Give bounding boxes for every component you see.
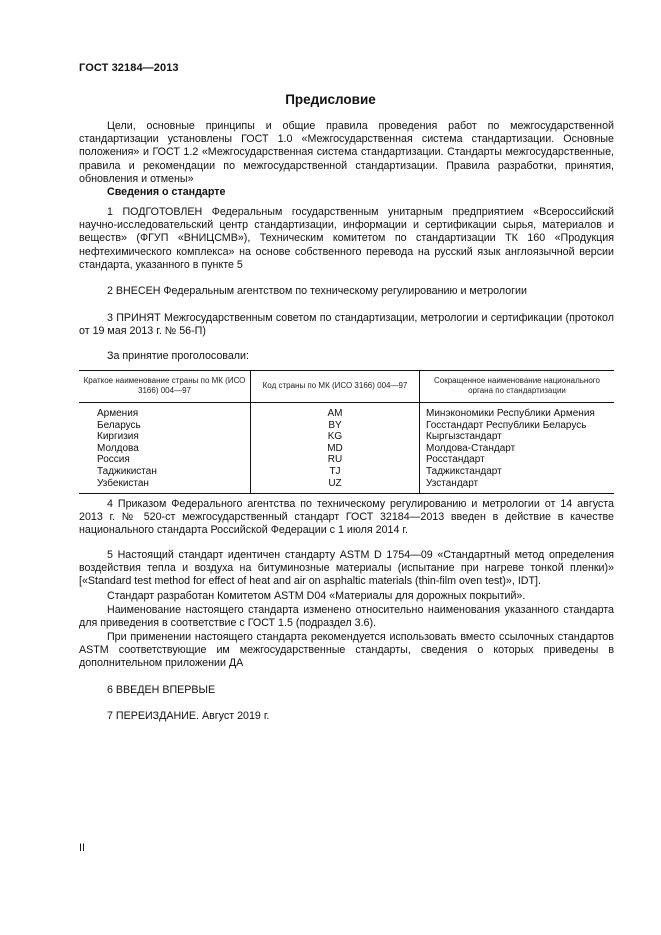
national-body: Узстандарт: [426, 477, 479, 489]
country-name: Молдова: [97, 442, 139, 454]
page-title: Предисловие: [285, 92, 376, 107]
header-country-name: Краткое наименование страны по МК (ИСО 3166) 004—97: [79, 371, 251, 403]
country-code: AM: [327, 408, 343, 419]
national-body: Кыргызстандарт: [426, 431, 502, 443]
national-body: Росстандарт: [426, 454, 485, 466]
country-name: Россия: [97, 454, 130, 466]
item-5-name-change-paragraph: Наименование настоящего стандарта изменено относительно наименования указанного стандарта для приведения в соответствие с ГОСТ 1.5 (подраздел 3.6).: [79, 604, 614, 630]
page-number: II: [79, 842, 85, 854]
table-body-row: [79, 403, 614, 494]
country-name-column: [79, 403, 251, 494]
country-name: Беларусь: [97, 419, 141, 431]
item-3-paragraph: 3 ПРИНЯТ Межгосударственным советом по стандартизации, метрологии и сертификации (протокол от 19 мая 2013 г. № 56-П): [79, 312, 614, 338]
item-7-paragraph: 7 ПЕРЕИЗДАНИЕ. Август 2019 г.: [107, 710, 270, 722]
national-body: Минэкономики Республики Армения: [426, 408, 595, 419]
country-code: TJ: [329, 465, 341, 477]
national-body-column: [420, 403, 615, 494]
item-5-paragraph: 5 Настоящий стандарт идентичен стандарту ASTM D 1754—09 «Стандартный метод определения воздействия тепла и воздуха на битуминозные материалы (испытание при нагреве тонкой пленки)» [«Standard test method for effect of heat and air on asphaltic materials (thin-film oven test)», IDT].: [79, 549, 614, 588]
country-name: Киргизия: [97, 431, 139, 443]
country-code: RU: [327, 454, 343, 466]
country-code: KG: [327, 431, 343, 443]
country-name: Узбекистан: [97, 477, 149, 489]
country-code: UZ: [328, 477, 342, 489]
voting-table: [79, 370, 614, 494]
document-code: ГОСТ 32184—2013: [79, 62, 179, 74]
country-name: Таджикистан: [97, 465, 157, 477]
item-1-paragraph: 1 ПОДГОТОВЛЕН Федеральным государственным унитарным предприятием «Всероссийский научно-исследовательский центр стандартизации, информации и сертификации сырья, материалов и веществ» (ФГУП «ВНИЦСМВ»), Техническим комитетом по стандартизации ТК 160 «Продукция нефтехимического комплекса» на основе собственного перевода на русский язык англоязычной версии стандарта, указанного в пункте 5: [79, 206, 614, 271]
item-2-paragraph: 2 ВНЕСЕН Федеральным агентством по техническому регулированию и метрологии: [107, 285, 527, 297]
national-body: Таджикстандарт: [426, 465, 502, 477]
table-header-row: [79, 371, 614, 403]
section-heading: Сведения о стандарте: [107, 186, 226, 198]
voted-label: За принятие проголосовали:: [107, 350, 249, 362]
intro-paragraph: Цели, основные принципы и общие правила проведения работ по межгосударственной стандартизации установлены ГОСТ 1.0 «Межгосударственная система стандартизации. Основные положения» и ГОСТ 1.2 «Межгосударственная система стандартизации. Стандарты межгосударственные, правила и рекомендации по межгосударственной стандартизации. Правила разработки, принятия, обновления и отмены»: [79, 120, 614, 185]
country-name: Армения: [97, 408, 139, 419]
country-code: MD: [327, 442, 343, 454]
item-4-paragraph: 4 Приказом Федерального агентства по техническому регулированию и метрологии от 14 августа 2013 г. № 520-ст межгосударственный стандарт ГОСТ 32184—2013 введен в действие в качестве национального стандарта Российской Федерации с 1 июля 2014 г.: [79, 498, 614, 537]
item-6-paragraph: 6 ВВЕДЕН ВПЕРВЫЕ: [107, 684, 216, 696]
item-5-usage-paragraph: При применении настоящего стандарта рекомендуется использовать вместо ссылочных стандартов ASTM соответствующие им межгосударственные стандарты, сведения о которых приведены в дополнительном приложении ДА: [79, 631, 614, 670]
header-country-code: Код страны по МК (ИСО 3166) 004—97: [251, 371, 420, 403]
country-code-column: [251, 403, 420, 494]
national-body: Госстандарт Республики Беларусь: [426, 419, 587, 431]
country-code: BY: [328, 419, 342, 431]
item-5-committee-paragraph: Стандарт разработан Комитетом ASTM D04 «Материалы для дорожных покрытий».: [107, 590, 526, 602]
header-national-body: Сокращенное наименование национального органа по стандартизации: [420, 371, 615, 403]
national-body: Молдова-Стандарт: [426, 442, 516, 454]
